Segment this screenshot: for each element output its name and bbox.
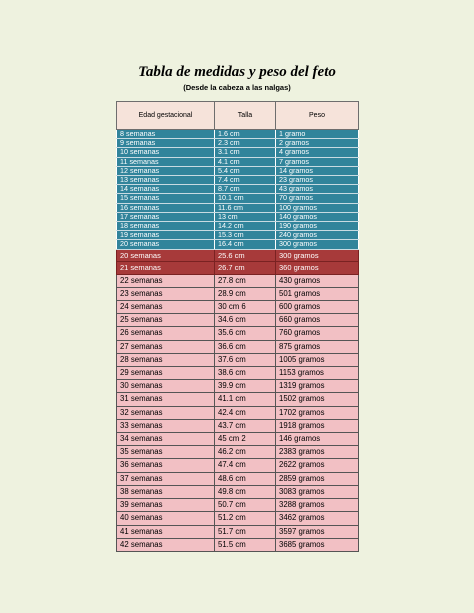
- table-row: [117, 287, 359, 300]
- page-title: Tabla de medidas y peso del feto: [138, 64, 336, 80]
- cell-weight: 300 gramos: [276, 240, 359, 249]
- cell-gestational-age: 8 semanas: [117, 130, 215, 139]
- cell-weight: 240 gramos: [276, 231, 359, 240]
- cell-weight: 23 gramos: [276, 176, 359, 185]
- table-row: [117, 340, 359, 353]
- cell-weight: 3083 gramos: [276, 485, 359, 498]
- cell-gestational-age: 19 semanas: [117, 231, 215, 240]
- table-row: [117, 185, 359, 194]
- table-row: [117, 139, 359, 148]
- cell-size: 48.6 cm: [215, 472, 276, 485]
- cell-size: 51.7 cm: [215, 525, 276, 538]
- cell-size: 15.3 cm: [215, 231, 276, 240]
- cell-size: 10.1 cm: [215, 194, 276, 203]
- cell-weight: 1502 gramos: [276, 393, 359, 406]
- cell-weight: 100 gramos: [276, 203, 359, 212]
- cell-weight: 1005 gramos: [276, 353, 359, 366]
- cell-size: 16.4 cm: [215, 240, 276, 249]
- header-size: Talla: [215, 102, 276, 130]
- table-row: [117, 353, 359, 366]
- cell-size: 13 cm: [215, 212, 276, 221]
- cell-weight: 146 gramos: [276, 433, 359, 446]
- cell-gestational-age: 38 semanas: [117, 485, 215, 498]
- page-subtitle: (Desde la cabeza a las nalgas): [183, 83, 291, 92]
- cell-weight: 360 gramos: [276, 262, 359, 275]
- cell-weight: 875 gramos: [276, 340, 359, 353]
- cell-gestational-age: 23 semanas: [117, 287, 215, 300]
- cell-size: 25.6 cm: [215, 249, 276, 262]
- cell-weight: 1702 gramos: [276, 406, 359, 419]
- table-row: [117, 419, 359, 432]
- cell-gestational-age: 20 semanas: [117, 240, 215, 249]
- cell-size: 47.4 cm: [215, 459, 276, 472]
- table-row: [117, 274, 359, 287]
- table-row: [117, 485, 359, 498]
- cell-size: 1.6 cm: [215, 130, 276, 139]
- cell-size: 39.9 cm: [215, 380, 276, 393]
- table-row: [117, 130, 359, 139]
- table-row: [117, 212, 359, 221]
- cell-gestational-age: 21 semanas: [117, 262, 215, 275]
- cell-gestational-age: 29 semanas: [117, 367, 215, 380]
- cell-weight: 70 gramos: [276, 194, 359, 203]
- table-row: [117, 472, 359, 485]
- table-row: [117, 222, 359, 231]
- cell-weight: 190 gramos: [276, 222, 359, 231]
- cell-gestational-age: 42 semanas: [117, 538, 215, 551]
- table-row: [117, 301, 359, 314]
- cell-gestational-age: 40 semanas: [117, 512, 215, 525]
- cell-gestational-age: 11 semanas: [117, 157, 215, 166]
- cell-gestational-age: 39 semanas: [117, 499, 215, 512]
- cell-weight: 2859 gramos: [276, 472, 359, 485]
- cell-gestational-age: 31 semanas: [117, 393, 215, 406]
- cell-size: 35.6 cm: [215, 327, 276, 340]
- cell-weight: 760 gramos: [276, 327, 359, 340]
- cell-gestational-age: 32 semanas: [117, 406, 215, 419]
- cell-size: 3.1 cm: [215, 148, 276, 157]
- table-row: [117, 406, 359, 419]
- cell-gestational-age: 14 semanas: [117, 185, 215, 194]
- cell-gestational-age: 26 semanas: [117, 327, 215, 340]
- table-row: [117, 194, 359, 203]
- table-header-row: [117, 102, 359, 130]
- table-row: [117, 433, 359, 446]
- table-row: [117, 157, 359, 166]
- cell-size: 46.2 cm: [215, 446, 276, 459]
- table-row: [117, 393, 359, 406]
- table-row: [117, 446, 359, 459]
- table-row: [117, 249, 359, 262]
- cell-size: 49.8 cm: [215, 485, 276, 498]
- cell-weight: 140 gramos: [276, 212, 359, 221]
- cell-gestational-age: 33 semanas: [117, 419, 215, 432]
- cell-gestational-age: 22 semanas: [117, 274, 215, 287]
- cell-weight: 1153 gramos: [276, 367, 359, 380]
- cell-weight: 3685 gramos: [276, 538, 359, 551]
- cell-size: 2.3 cm: [215, 139, 276, 148]
- table-row: [117, 499, 359, 512]
- table-row: [117, 327, 359, 340]
- header-weight: Peso: [276, 102, 359, 130]
- cell-size: 38.6 cm: [215, 367, 276, 380]
- cell-weight: 300 gramos: [276, 249, 359, 262]
- table-row: [117, 367, 359, 380]
- cell-gestational-age: 16 semanas: [117, 203, 215, 212]
- cell-size: 5.4 cm: [215, 166, 276, 175]
- cell-weight: 43 gramos: [276, 185, 359, 194]
- cell-weight: 1 gramo: [276, 130, 359, 139]
- cell-size: 28.9 cm: [215, 287, 276, 300]
- cell-gestational-age: 20 semanas: [117, 249, 215, 262]
- cell-weight: 14 gramos: [276, 166, 359, 175]
- cell-weight: 660 gramos: [276, 314, 359, 327]
- table-body: [117, 130, 359, 552]
- table-row: [117, 512, 359, 525]
- cell-gestational-age: 34 semanas: [117, 433, 215, 446]
- cell-size: 43.7 cm: [215, 419, 276, 432]
- cell-size: 50.7 cm: [215, 499, 276, 512]
- fetal-measurements-table: [116, 101, 359, 552]
- header-gestational-age: Edad gestacional: [117, 102, 215, 130]
- cell-size: 7.4 cm: [215, 176, 276, 185]
- cell-gestational-age: 30 semanas: [117, 380, 215, 393]
- cell-size: 34.6 cm: [215, 314, 276, 327]
- table-row: [117, 538, 359, 551]
- cell-weight: 501 gramos: [276, 287, 359, 300]
- cell-size: 30 cm 6: [215, 301, 276, 314]
- cell-gestational-age: 27 semanas: [117, 340, 215, 353]
- cell-size: 51.2 cm: [215, 512, 276, 525]
- cell-weight: 430 gramos: [276, 274, 359, 287]
- cell-gestational-age: 36 semanas: [117, 459, 215, 472]
- cell-weight: 2383 gramos: [276, 446, 359, 459]
- cell-gestational-age: 17 semanas: [117, 212, 215, 221]
- cell-size: 8.7 cm: [215, 185, 276, 194]
- cell-weight: 1918 gramos: [276, 419, 359, 432]
- cell-gestational-age: 25 semanas: [117, 314, 215, 327]
- cell-weight: 7 gramos: [276, 157, 359, 166]
- cell-gestational-age: 15 semanas: [117, 194, 215, 203]
- cell-size: 37.6 cm: [215, 353, 276, 366]
- cell-gestational-age: 35 semanas: [117, 446, 215, 459]
- cell-weight: 3597 gramos: [276, 525, 359, 538]
- cell-gestational-age: 28 semanas: [117, 353, 215, 366]
- table-row: [117, 314, 359, 327]
- cell-weight: 3288 gramos: [276, 499, 359, 512]
- cell-size: 27.8 cm: [215, 274, 276, 287]
- cell-size: 4.1 cm: [215, 157, 276, 166]
- cell-weight: 2622 gramos: [276, 459, 359, 472]
- cell-weight: 4 gramos: [276, 148, 359, 157]
- cell-gestational-age: 9 semanas: [117, 139, 215, 148]
- cell-gestational-age: 41 semanas: [117, 525, 215, 538]
- table-row: [117, 148, 359, 157]
- cell-gestational-age: 18 semanas: [117, 222, 215, 231]
- table-row: [117, 203, 359, 212]
- cell-size: 45 cm 2: [215, 433, 276, 446]
- table-row: [117, 176, 359, 185]
- cell-size: 51.5 cm: [215, 538, 276, 551]
- cell-weight: 3462 gramos: [276, 512, 359, 525]
- table-row: [117, 459, 359, 472]
- cell-gestational-age: 10 semanas: [117, 148, 215, 157]
- cell-gestational-age: 24 semanas: [117, 301, 215, 314]
- table-row: [117, 240, 359, 249]
- table-row: [117, 262, 359, 275]
- cell-size: 42.4 cm: [215, 406, 276, 419]
- cell-size: 26.7 cm: [215, 262, 276, 275]
- cell-size: 41.1 cm: [215, 393, 276, 406]
- cell-size: 14.2 cm: [215, 222, 276, 231]
- table-row: [117, 166, 359, 175]
- table-row: [117, 231, 359, 240]
- cell-gestational-age: 37 semanas: [117, 472, 215, 485]
- cell-size: 11.6 cm: [215, 203, 276, 212]
- cell-gestational-age: 13 semanas: [117, 176, 215, 185]
- table-row: [117, 525, 359, 538]
- table-row: [117, 380, 359, 393]
- cell-gestational-age: 12 semanas: [117, 166, 215, 175]
- cell-weight: 2 gramos: [276, 139, 359, 148]
- cell-weight: 1319 gramos: [276, 380, 359, 393]
- cell-weight: 600 gramos: [276, 301, 359, 314]
- cell-size: 36.6 cm: [215, 340, 276, 353]
